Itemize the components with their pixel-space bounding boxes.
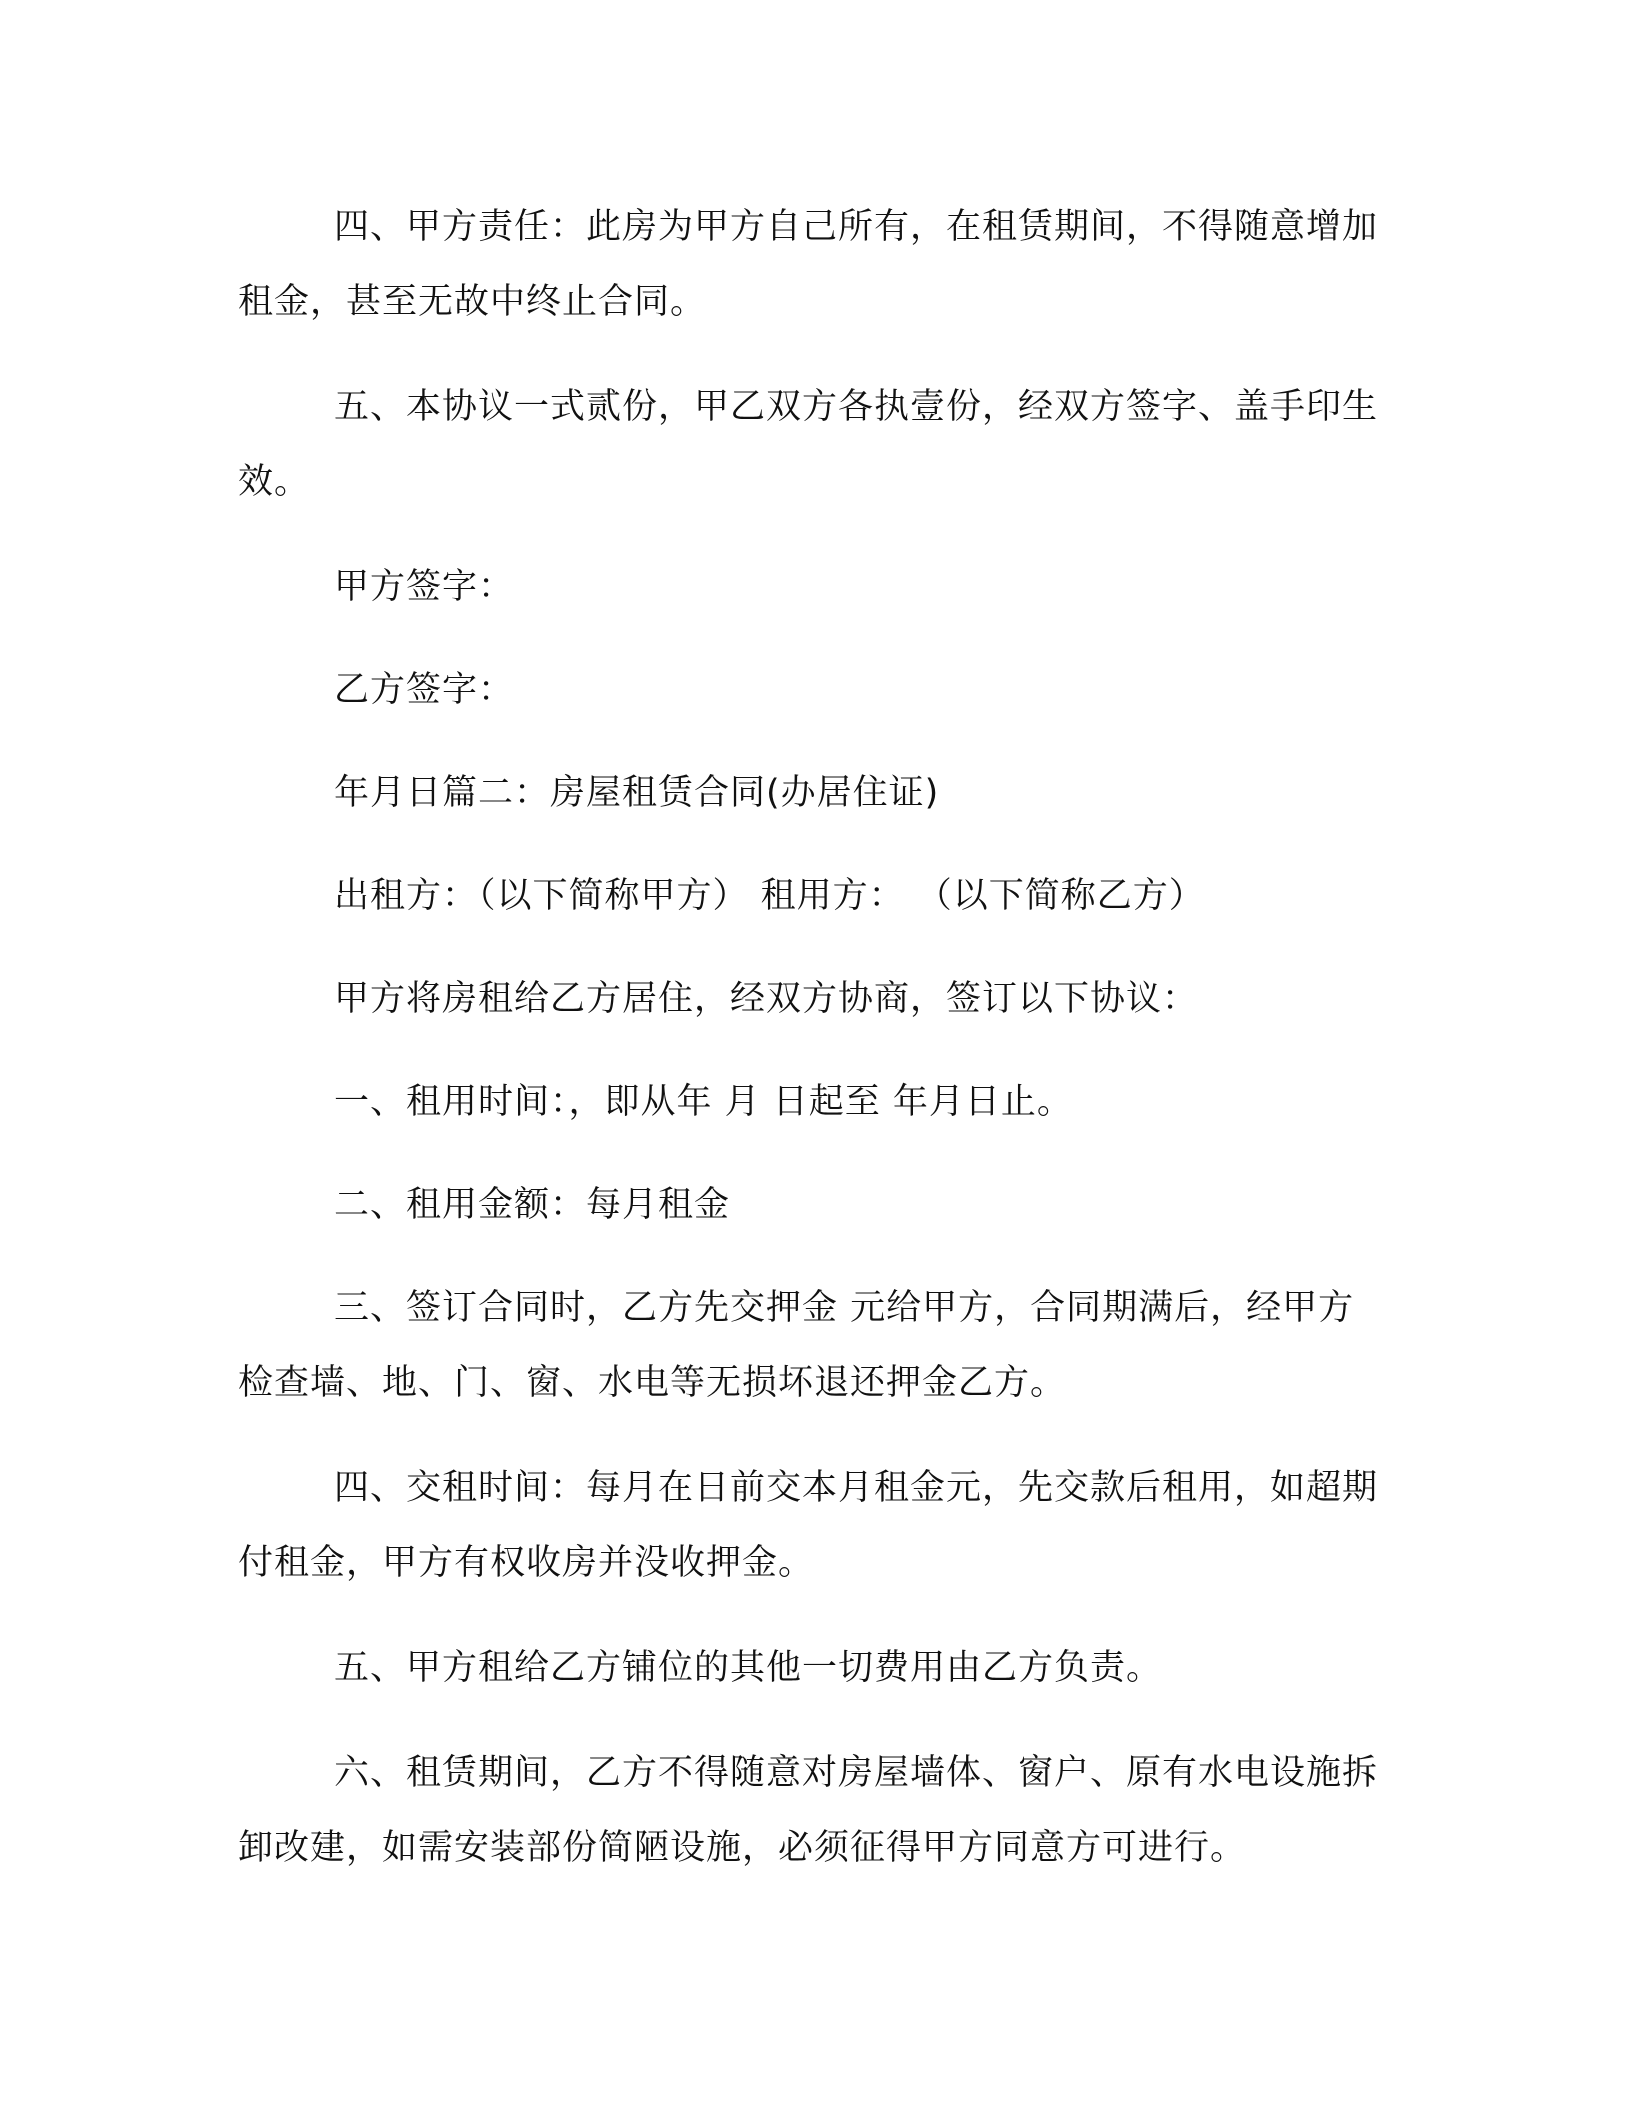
tenant-signature: 乙方签字： — [334, 670, 515, 710]
clause-6-no-alterations: 六、租赁期间，乙方不得随意对房屋墙体、窗户、原有水电设施拆卸改建，如需安装部份简陋设施，必须征得甲方同意方可进行。 — [238, 1753, 1379, 1868]
parties-line: 出租方：（以下简称甲方） 租用方： （以下简称乙方） — [334, 876, 1205, 916]
clause-3-deposit: 三、签订合同时，乙方先交押金 元给甲方，合同期满后，经甲方检查墙、地、门、窗、水电等无损坏退还押金乙方。 — [238, 1288, 1355, 1403]
clause-5-other-fees: 五、甲方租给乙方铺位的其他一切费用由乙方负责。 — [334, 1648, 1163, 1688]
clause-4-landlord-duty: 四、甲方责任：此房为甲方自己所有，在租赁期间，不得随意增加租金，甚至无故中终止合同。 — [238, 207, 1379, 322]
clause-2-rent-amount: 二、租用金额：每月租金 — [334, 1185, 731, 1225]
section-title-contract-two: 年月日篇二：房屋租赁合同(办居住证) — [334, 773, 940, 813]
clause-1-rental-period: 一、租用时间：，即从年 月 日起至 年月日止。 — [334, 1082, 1073, 1122]
document-body — [238, 190, 1378, 1886]
landlord-signature: 甲方签字： — [334, 567, 515, 607]
agreement-intro: 甲方将房租给乙方居住，经双方协商，签订以下协议： — [334, 979, 1199, 1019]
clause-5-copies: 五、本协议一式贰份，甲乙双方各执壹份，经双方签字、盖手印生效。 — [238, 387, 1379, 502]
clause-4-payment-time: 四、交租时间：每月在日前交本月租金元，先交款后租用，如超期付租金，甲方有权收房并没收押金。 — [238, 1468, 1379, 1583]
